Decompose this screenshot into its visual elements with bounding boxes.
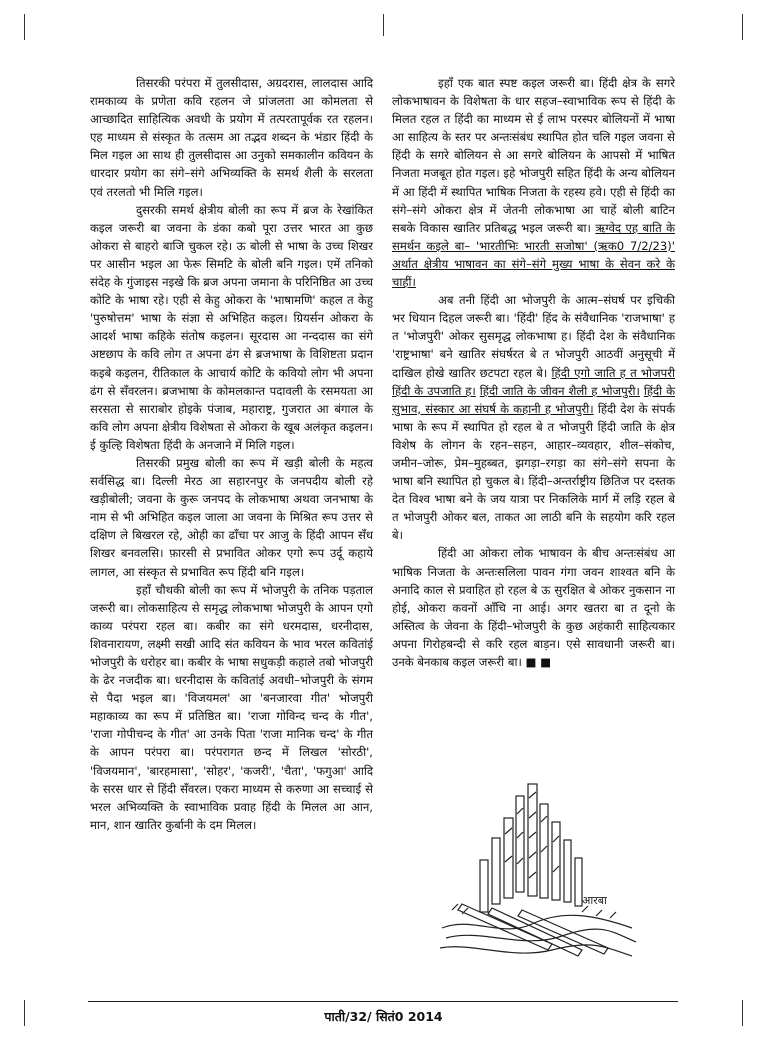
underlined-phrase: हिंदी के सुभाव, संस्कार आ संघर्ष के कहानी ह भोजपुरी।	[392, 383, 676, 416]
paragraph-text: अब तनी हिंदी आ भोजपुरी के आत्म–संघर्ष पर इचिकी भर धियान दिहल जरूरी बा। 'हिंदी' हिंद के संवैधानिक 'राजभाषा' ह त 'भोजपुरी' ओकर सुसमृद्ध लोकभाषा ह। हिंदी देश के संवैधानिक 'राष्ट्रभाषा' बने खातिर संघर्षरत बे त भोजपुरी आठवीं अनुसूची में दाखिल होखे खातिर छटपटा रहल बे।	[392, 293, 675, 380]
left-column	[90, 74, 373, 834]
crop-mark	[24, 14, 25, 40]
paragraph-text: इहाँ एक बात स्पष्ट कइल जरूरी बा। हिंदी क्षेत्र के सगरे लोकभाषावन के विशेषता के धार सहज–स्वाभाविक रूप से हिंदी के मिलत रहल त हिंदी का माध्यम से ई लाभ परस्पर बोलियनों में भाषा आ साहित्य के स्तर पर अन्तःसंबंध स्थापित होत चलि गइल जवना से हिंदी के सगरे बोलियन से आ सगरे बोलियन के आपसो में भाषित निजता मजबूत होत गइल। इहे भोजपुरी सहित हिंदी के अन्य बोलियन में आ हिंदी में स्थापित भाषिक निजता के रहस्य हवे। एही से हिंदी का संगे–संगे ओकरा क्षेत्र में जेतनी लोकभाषा आ चाहें बोली बाटिन सबके विकास खातिर प्रतिबद्ध भइल जरूरी बा।	[392, 76, 675, 235]
crop-mark	[742, 14, 743, 40]
pillar	[528, 784, 537, 896]
artist-signature: आरबा	[582, 894, 607, 907]
paragraph: इहाँ चौथकी बोली का रूप में भोजपुरी के तनिक पड़ताल जरूरी बा। लोकसाहित्य से समृद्ध लोकभाषा भोजपुरी के आपन एगो काव्य परंपरा रहल बा। कबीर का संगे धरमदास, धरनीदास, शिवनारायण, लक्ष्मी सखी आदि संत कवियन के भाव भरल कवितांई भोजपुरी के धरोहर बा। कबीर के भाषा सधुकड़ी कहाले तबो भोजपुरी के ढेर नजदीक बा। धरनीदास के कवितांई अवधी–भोजपुरी के संगम से पैदा भइल बा। 'विजयमल' आ 'बनजारवा गीत' भोजपुरी महाकाव्य का रूप में प्रतिष्ठित बा। 'राजा गोविन्द चन्द के गीत', 'राजा गोपीचन्द के गीत' आ उनके पिता 'राजा मानिक चन्द' के गीत के आपन परंपरा बा। परंपरागत छन्द में लिखल 'सोरठी', 'विजयमान', 'बारहमासा', 'सोहर', 'कजरी', 'चैता', 'फगुआ' आदि के सरस धार से हिंदी सँवरल। एकरा माध्यम से करुणा आ सच्चाई से भरल अभिव्यक्ति के स्वाभाविक प्रवाह हिंदी के मिलल आ आन, मान, शान खातिर कुर्बानी के दम मिलल।	[90, 582, 373, 832]
pillar	[480, 860, 488, 912]
paragraph	[392, 74, 675, 291]
pillar	[575, 858, 582, 906]
paragraph: तिसरकी परंपरा में तुलसीदास, अग्रदरास, लालदास आदि रामकाव्य के प्रणेता कवि रहलन जे प्रांजलता आ कोमलता से आच्छादित साहित्यिक अवधी के प्रयोग में तत्परतापूर्वक रत रहलन। एह माध्यम से संस्कृत के तत्सम आ तद्भव शब्दन के भंडार हिंदी के मिल गइल आ साथ ही तुलसीदास आ उनुको समकालीन कवियन के धारदार प्रयोग का संगे–संगे अभिव्यक्ति के समर्थ शैली के सरलता एवं तरलतो भी मिलि गइल।	[90, 76, 373, 199]
sketch-illustration	[432, 778, 642, 968]
paragraph-text: हिंदी आ ओकरा लोक भाषावन के बीच अन्तःसंबंध आ भाषिक निजता के अन्तःसलिला पावन गंगा जवन शाश्वत बनि के अनादि काल से प्रवाहित हो रहल बे ऊ सुरक्षित बे ओकर नुकसान ना होई, ओकरा कवनों आँचि ना आई। अगर खतरा बा त दूनो के अस्तित्व के जेवना के हिंदी–भोजपुरी के कुछ अहंकारी साहित्यकार अपना गिरोहबन्दी से करि रहल बाड़न। एसे सावधानी जरूरी बा। उनके बेनकाब कइल जरूरी बा।	[392, 546, 675, 669]
pillar	[564, 840, 571, 902]
page-footer: पाती/32/ सितं0 2014	[324, 1009, 443, 1024]
paragraph: दुसरकी समर्थ क्षेत्रीय बोली का रूप में ब्रज के रेखांकित कइल जरूरी बा जवना के डंका कबो पूरा उत्तर भारत आ कुछ ओकरा से बाहरो बाजि चुकल रहे। ऊ बोली से भाषा के उच्च शिखर पर आसीन भइल आ फेरू सिमटि के बोली बनि गइल। एमें तनिको संदेह के गुंजाइस नइखे कि ब्रज अपना जमाना के परिनिष्ठित आ उच्च कोटि के भाषा रहे। एही से केहु ओकरा के 'भाषामणि' कहल त केहु 'पुरुषोत्तम' भाषा के संज्ञा से अभिहित कइल। ग्रियर्सन ओकरा के आदर्श भाषा कहिके संतोष कइलन। सूरदास आ नन्ददास का संगे अष्टछाप के कवि लोग त अपना ढंग से ब्रजभाषा के विशिष्टता प्रदान कइबे कइलन, रीतिकाल के आचार्य कोटि के कवियो लोग भी अपना ढंग से सँवरलन। ब्रजभाषा के कोमलकान्त पदावली के रसमयता आ सरसता से साराबोर होइके पंजाब, महाराष्ट्र, गुजरात आ बंगाल के कवि लोग अपना क्षेत्रीय विशेषता से ओकरा के खूब अलंकृत कइलन। ई कुल्हि विशेषता हिंदी के अनजाने में मिलि गइल।	[90, 202, 373, 452]
paragraph: तिसरकी प्रमुख बोली का रूप में खड़ी बोली के महत्व सर्वसिद्ध बा। दिल्ली मेरठ आ सहारनपुर के जनपदीय बोली रहे खड़ीबोली; जवना के कुरू जनपद के लोकभाषा अथवा जनभाषा के नाम से भी अभिहित कइल जाला आ जवना के मिश्रित रूप उत्तर से दक्षिण ले बिखरल रहे, ओही का ढाँचा पर आजु के हिंदी आपन सँध शिखर बनवलसि। फ़ारसी से प्रभावित ओकर एगो रूप उर्दू कहाये लागल, आ संस्कृत से प्रभावित रूप हिंदी बनि गइल।	[90, 455, 373, 579]
underlined-phrase: हिंदी एगो जाति ह त भोजपरी हिंदी के उपजाति ह।	[392, 365, 675, 398]
pillar	[552, 822, 560, 900]
footer-rule	[88, 1001, 678, 1002]
end-mark: ■ ■	[525, 655, 552, 669]
underlined-phrase: हिंदी जाति के जीवन शैली ह भोजपुरी।	[479, 383, 640, 398]
underlined-quote: ऋग्वेद एह बाति के समर्थन कइले बा– 'भारतीभिः भारती सजोषा' (ऋक0 7/2/23)' अर्थात क्षेत्रीय भाषावन का संगे–संगे मुख्य भाषा के सेवन करे के चाहीं।	[392, 220, 675, 290]
pillar	[504, 818, 513, 898]
crop-mark	[383, 14, 384, 36]
paragraph	[392, 544, 675, 671]
right-column	[392, 74, 675, 671]
paragraph	[392, 291, 675, 544]
pillar	[492, 838, 500, 904]
paragraph-text: हिंदी देश के संपर्क भाषा के रूप में स्थापित हो रहल बे त भोजपुरी हिंदी जाति के क्षेत्र विशेष के लोगन के रहन–सहन, आहार–व्यवहार, शील–संकोच, जमीन–जोरू, प्रेम–मुहब्बत, झगड़ा–रगड़ा का संगे–संगे सपना के भाषा बनि स्थापित हो चुकल बे। हिंदी–अन्तर्राष्ट्रीय छितिज पर दस्तक देत विश्व भाषा बने के जय यात्रा पर निकलिके मार्ग में लड़ि रहल बे त भोजपुरी ओकर बल, ताकत आ लाठी बनि के सहयोग करि रहल बे।	[392, 401, 675, 543]
